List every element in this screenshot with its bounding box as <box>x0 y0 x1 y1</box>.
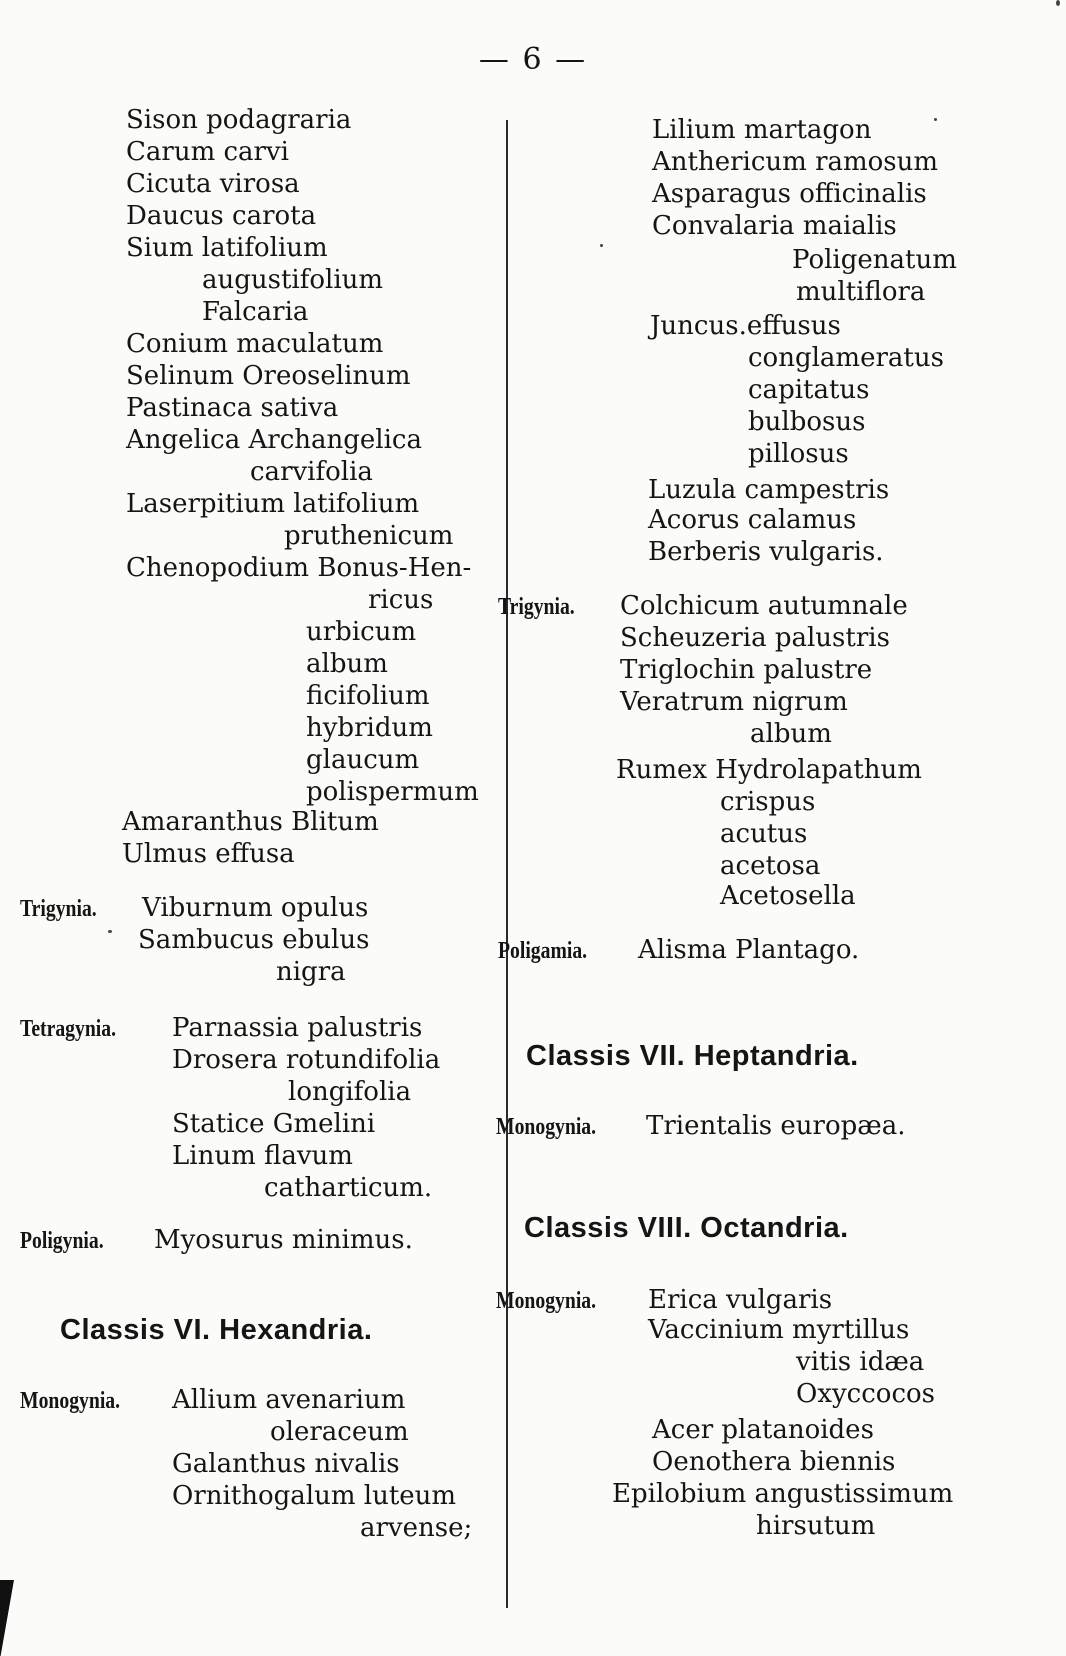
order-poligynia <box>20 1224 122 1257</box>
plant-line: conglameratus <box>748 343 944 373</box>
plant-line: capitatus <box>748 375 870 405</box>
plant-line: Myosurus minimus. <box>154 1225 413 1255</box>
plant-line: Juncus.effusus <box>650 311 841 341</box>
scan-speck <box>1056 0 1060 6</box>
plant-line: Daucus carota <box>126 201 317 231</box>
plant-line: urbicum <box>306 617 417 647</box>
plant-line: Allium avenarium <box>172 1385 406 1415</box>
plant-line: carvifolia <box>250 457 373 487</box>
plant-line: ficifolium <box>306 681 430 711</box>
plant-line: Sium latifolium <box>126 233 328 263</box>
plant-line: Oxyccocos <box>796 1379 936 1409</box>
plant-line: Falcaria <box>202 297 309 327</box>
plant-line: Asparagus officinalis <box>652 179 927 209</box>
scan-speck <box>108 930 112 933</box>
order-trigynia <box>498 590 592 623</box>
plant-line: Drosera rotundifolia <box>172 1045 441 1075</box>
plant-line: bulbosus <box>748 407 866 437</box>
order-label: Tetragynia. <box>20 1016 117 1042</box>
plant-line: Acer platanoides <box>652 1415 874 1445</box>
order-monogynia <box>496 1110 618 1143</box>
plant-line: Trientalis europæa. <box>646 1111 906 1141</box>
plant-line: Triglochin palustre <box>620 655 873 685</box>
plant-line: Conium maculatum <box>126 329 384 359</box>
plant-line: crispus <box>720 787 816 817</box>
plant-line: Erica vulgaris <box>648 1285 833 1315</box>
page-number: — 6 — <box>478 42 588 77</box>
plant-line: pillosus <box>748 439 849 469</box>
plant-line: Galanthus nivalis <box>172 1449 400 1479</box>
plant-line: Veratrum nigrum <box>620 687 848 717</box>
plant-line: Oenothera biennis <box>652 1447 896 1477</box>
order-monogynia <box>496 1284 618 1317</box>
order-tetragynia <box>20 1012 137 1045</box>
plant-line: vitis idæa <box>796 1347 925 1377</box>
plant-line: Alisma Plantago. <box>638 935 860 965</box>
plant-line: Selinum Oreoselinum <box>126 361 411 391</box>
plant-line: Pastinaca sativa <box>126 393 339 423</box>
plant-line: Laserpitium latifolium <box>126 489 420 519</box>
order-label: Trigynia. <box>20 896 97 922</box>
scan-speck <box>934 118 937 121</box>
plant-line: Sambucus ebulus <box>138 925 370 955</box>
plant-line: acetosa <box>720 851 821 881</box>
plant-line: Scheuzeria palustris <box>620 623 890 653</box>
plant-line: nigra <box>276 957 346 987</box>
plant-line: Rumex Hydrolapathum <box>616 755 922 785</box>
page-corner-shadow <box>0 1580 26 1656</box>
order-label: Monogynia. <box>496 1288 597 1314</box>
plant-line: Acorus calamus <box>648 505 857 535</box>
plant-line: Angelica Archangelica <box>126 425 422 455</box>
plant-line: Luzula campestris <box>648 475 890 505</box>
column-divider <box>506 120 508 1608</box>
class-heading: Classis VIII. Octandria. <box>524 1212 849 1244</box>
order-label: Monogynia. <box>20 1388 121 1414</box>
order-trigynia <box>20 892 114 925</box>
order-label: Monogynia. <box>496 1114 597 1140</box>
plant-line: hybridum <box>306 713 433 743</box>
plant-line: Parnassia palustris <box>172 1013 423 1043</box>
plant-line: Linum flavum <box>172 1141 353 1171</box>
plant-line: Chenopodium Bonus-Hen- <box>126 553 472 583</box>
plant-line: ricus <box>368 585 434 615</box>
order-label: Poligynia. <box>20 1228 104 1254</box>
plant-line: hirsutum <box>756 1511 876 1541</box>
plant-line: catharticum. <box>264 1173 433 1203</box>
plant-line: arvense; <box>360 1513 473 1543</box>
class-heading: Classis VI. Hexandria. <box>60 1314 373 1346</box>
plant-line: Berberis vulgaris. <box>648 537 884 567</box>
plant-line: multiflora <box>796 277 926 307</box>
plant-line: Ornithogalum luteum <box>172 1481 457 1511</box>
scan-speck <box>600 244 603 247</box>
order-poligamia <box>498 934 607 967</box>
plant-line: Anthericum ramosum <box>652 147 939 177</box>
plant-line: polispermum <box>306 777 479 807</box>
plant-line: augustifolium <box>202 265 384 295</box>
order-label: Poligamia. <box>498 938 588 964</box>
plant-line: Viburnum opulus <box>142 893 369 923</box>
plant-line: Ulmus effusa <box>122 839 295 869</box>
plant-line: Amaranthus Blitum <box>122 807 379 837</box>
plant-line: Cicuta virosa <box>126 169 300 199</box>
plant-line: acutus <box>720 819 808 849</box>
plant-line: longifolia <box>288 1077 412 1107</box>
plant-line: Acetosella <box>720 881 856 911</box>
plant-line: Sison podagraria <box>126 105 352 135</box>
plant-line: Colchicum autumnale <box>620 591 908 621</box>
plant-line: Statice Gmelini <box>172 1109 376 1139</box>
plant-line: album <box>750 719 832 749</box>
order-label: Trigynia. <box>498 594 575 620</box>
plant-line: Convalaria maialis <box>652 211 897 241</box>
plant-line: Poligenatum <box>792 245 957 275</box>
class-heading: Classis VII. Heptandria. <box>526 1040 859 1072</box>
order-monogynia <box>20 1384 142 1417</box>
plant-line: Vaccinium myrtillus <box>648 1315 910 1345</box>
plant-line: Carum carvi <box>126 137 289 167</box>
plant-line: pruthenicum <box>284 521 454 551</box>
plant-line: oleraceum <box>270 1417 409 1447</box>
plant-line: Lilium martagon <box>652 115 872 145</box>
plant-line: glaucum <box>306 745 420 775</box>
plant-line: album <box>306 649 388 679</box>
plant-line: Epilobium angustissimum <box>612 1479 954 1509</box>
